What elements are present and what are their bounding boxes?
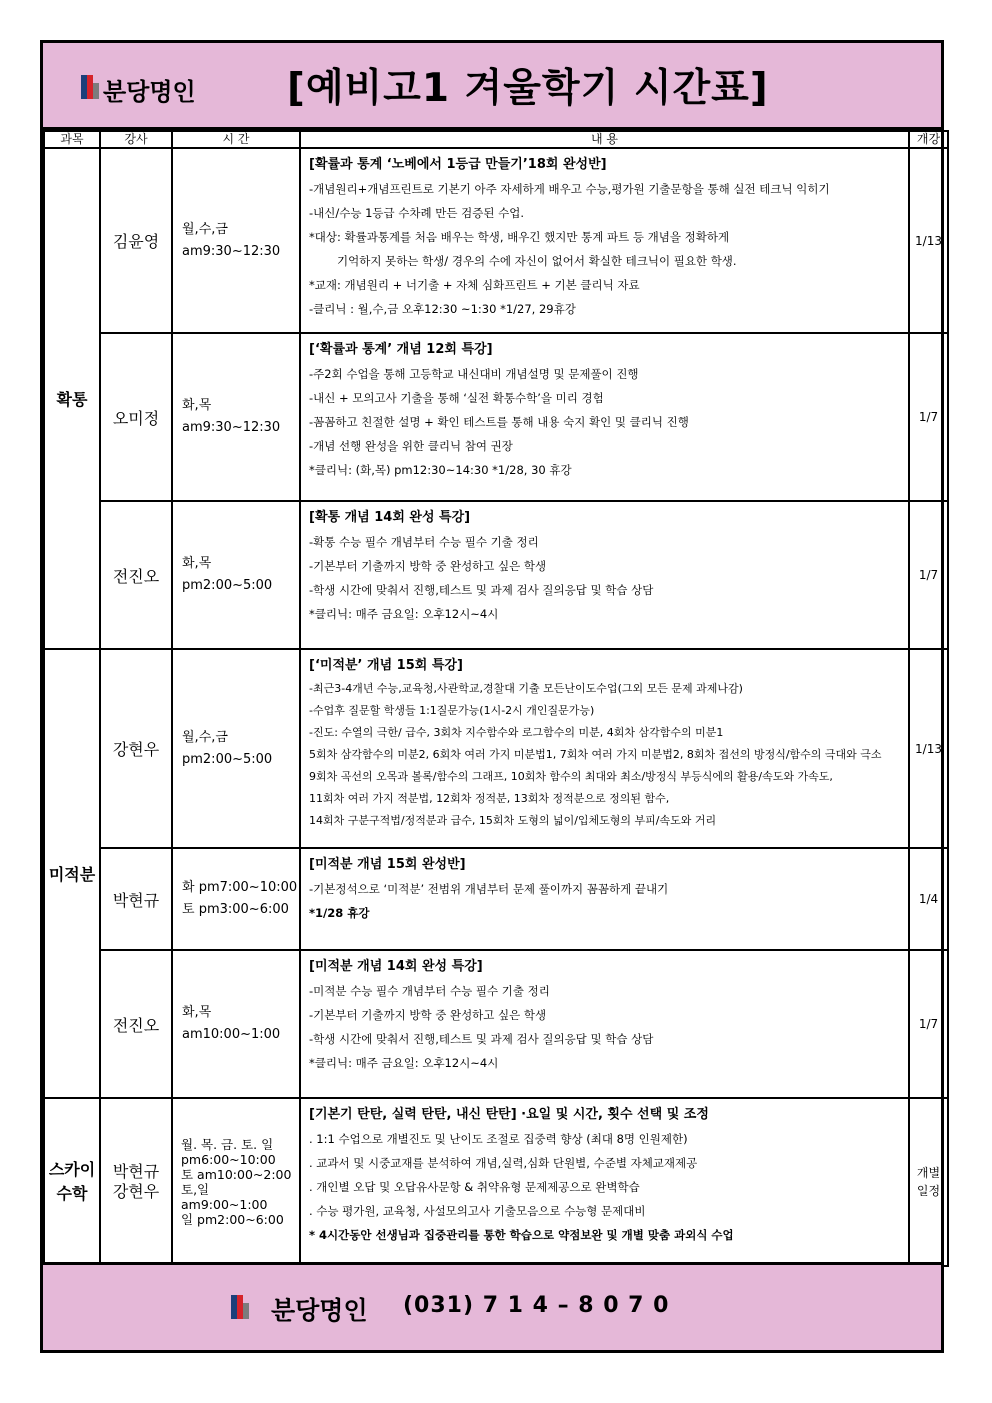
content-cell: [미적분 개념 14회 완성 특강] -미적분 수능 필수 개념부터 수능 필수 기출 정리 -기본부터 기출까지 방학 중 완성하고 싶은 학생 -학생 시간에 맞춰서 진행,테스트 및 과제 검사 질의응답 및 학습 상담 *클리닉: 매주 금요일: 오후12시~4시	[300, 950, 909, 1098]
subject-cell: 확통	[44, 148, 100, 649]
timetable-sheet	[40, 40, 944, 1353]
brand-logo-icon	[231, 1295, 249, 1319]
time-cell: 월,수,금 am9:30~12:30	[172, 148, 300, 333]
start-date-cell: 1/7	[909, 501, 948, 649]
footer-banner	[43, 1262, 941, 1350]
teacher-cell: 강현우	[100, 649, 172, 848]
start-date-cell: 1/7	[909, 950, 948, 1098]
subject-cell: 미적분	[44, 649, 100, 1098]
subject-cell: 스카이 수학	[44, 1098, 100, 1266]
content-cell: [기본기 탄탄, 실력 탄탄, 내신 탄탄] ·요일 및 시간, 횟수 선택 및 조정 . 1:1 수업으로 개별진도 및 난이도 조절로 집중력 향상 (최대 8명 인원제한) . 교과서 및 시중교재를 분석하여 개념,실력,심화 단원별, 수준별 자체교재제공 . 개인별 오답 및 오답유사문항 & 취약유형 문제제공으로 완벽학습 . 수능 평가원, 교육청, 사설모의고사 기출모음으로 수능형 문제대비 * 4시간동안 선생님과 집중관리를 통한 학습으로 약점보완 및 개별 맞춤 과외식 수업	[300, 1098, 909, 1266]
content-cell: [확통 개념 14회 완성 특강] -확통 수능 필수 개념부터 수능 필수 기출 정리 -기본부터 기출까지 방학 중 완성하고 싶은 학생 -학생 시간에 맞춰서 진행,테스트 및 과제 검사 질의응답 및 학습 상담 *클리닉: 매주 금요일: 오후12시~4시	[300, 501, 909, 649]
course-title: [미적분 개념 15회 완성반]	[309, 857, 466, 872]
start-date-cell: 1/7	[909, 333, 948, 501]
teacher-cell: 전진오	[100, 950, 172, 1098]
col-time: 시 간	[172, 131, 300, 148]
col-content: 내 용	[300, 131, 909, 148]
table-row	[44, 950, 948, 1098]
time-cell: 월. 목. 금. 토. 일 pm6:00~10:00 토 am10:00~2:00 토,일 am9:00~1:00 일 pm2:00~6:00	[172, 1098, 300, 1266]
brand-name: 분당명인	[103, 78, 196, 106]
table-row	[44, 649, 948, 848]
start-date-cell: 개별 일정	[909, 1098, 948, 1266]
course-title: [‘미적분’ 개념 15회 특강]	[309, 658, 463, 673]
header-banner	[43, 43, 941, 130]
time-cell: 월,수,금 pm2:00~5:00	[172, 649, 300, 848]
time-cell: 화,목 am9:30~12:30	[172, 333, 300, 501]
table-row	[44, 1098, 948, 1266]
course-title: [확률과 통계 ‘노베에서 1등급 만들기’18회 완성반]	[309, 157, 607, 172]
course-title: [확통 개념 14회 완성 특강]	[309, 510, 471, 525]
teacher-cell: 박현규	[100, 848, 172, 950]
start-date-cell: 1/13	[909, 148, 948, 333]
brand-logo-icon	[81, 75, 99, 99]
time-cell: 화,목 am10:00~1:00	[172, 950, 300, 1098]
time-cell: 화 pm7:00~10:00 토 pm3:00~6:00	[172, 848, 300, 950]
table-row	[44, 848, 948, 950]
col-teacher: 강사	[100, 131, 172, 148]
schedule-table	[43, 130, 949, 1267]
content-cell: [‘확률과 통계’ 개념 12회 특강] -주2회 수업을 통해 고등학교 내신대비 개념설명 및 문제풀이 진행 -내신 + 모의고사 기출을 통해 ‘실전 확통수학’을 미리 경험 -꼼꼼하고 친절한 설명 + 확인 테스트를 통해 내용 숙지 확인 및 클리닉 진행 -개념 선행 완성을 위한 클리닉 참여 권장 *클리닉: (화,목) pm12:30~14:30 *1/28, 30 휴강	[300, 333, 909, 501]
teacher-cell: 오미정	[100, 333, 172, 501]
col-start: 개강	[909, 131, 948, 148]
phone-number: (031) 7 1 4 – 8 0 7 0	[403, 1293, 670, 1318]
table-header-row	[44, 131, 948, 148]
teacher-cell: 전진오	[100, 501, 172, 649]
teacher-cell: 박현규 강현우	[100, 1098, 172, 1266]
content-cell: [미적분 개념 15회 완성반] -기본정석으로 ‘미적분’ 전범위 개념부터 문제 풀이까지 꼼꼼하게 끝내기 *1/28 휴강	[300, 848, 909, 950]
table-row	[44, 501, 948, 649]
teacher-cell: 김윤영	[100, 148, 172, 333]
course-title: [‘확률과 통계’ 개념 12회 특강]	[309, 342, 493, 357]
content-cell: [확률과 통계 ‘노베에서 1등급 만들기’18회 완성반] -개념원리+개념프린트로 기본기 아주 자세하게 배우고 수능,평가원 기출문항을 통해 실전 테크닉 익히기 -내신/수능 1등급 수차례 만든 검증된 수업. *대상: 확률과통계를 처음 배우는 학생, 배우긴 했지만 통계 파트 등 개념을 정확하게 기억하지 못하는 학생/ 경우의 수에 자신이 없어서 확실한 테크닉이 필요한 학생. *교재: 개념원리 + 너기출 + 자체 심화프린트 + 기본 클리닉 자료 -클리닉 : 월,수,금 오후12:30 ~1:30 *1/27, 29휴강	[300, 148, 909, 333]
content-cell: [‘미적분’ 개념 15회 특강] -최근3-4개년 수능,교육청,사관학교,경찰대 기출 모든난이도수업(그외 모든 문제 과제나감) -수업후 질문할 학생들 1:1질문가능(1시-2시 개인질문가능) -진도: 수열의 극한/ 급수, 3회차 지수함수와 로그함수의 미분, 4회차 삼각함수의 미분1 5회차 삼각함수의 미분2, 6회차 여러 가지 미분법1, 7회차 여러 가지 미분법2, 8회차 접선의 방정식/함수의 극대와 극소 9회차 곡선의 오목과 볼록/함수의 그래프, 10회차 함수의 최대와 최소/방정식 부등식에의 활용/속도와 가속도, 11회차 여러 가지 적분법, 12회차 정적분, 13회차 정적분으로 정의된 함수, 14회차 구분구적법/정적분과 급수, 15회차 도형의 넓이/입체도형의 부피/속도와 거리	[300, 649, 909, 848]
course-title: [기본기 탄탄, 실력 탄탄, 내신 탄탄] ·요일 및 시간, 횟수 선택 및 조정	[309, 1107, 709, 1122]
col-subject: 과목	[44, 131, 100, 148]
page-title: [예비고1 겨울학기 시간표]	[287, 66, 769, 111]
footer-brand-name: 분당명인	[271, 1296, 368, 1325]
table-row	[44, 148, 948, 333]
time-cell: 화,목 pm2:00~5:00	[172, 501, 300, 649]
table-row	[44, 333, 948, 501]
start-date-cell: 1/4	[909, 848, 948, 950]
course-title: [미적분 개념 14회 완성 특강]	[309, 959, 483, 974]
start-date-cell: 1/13	[909, 649, 948, 848]
